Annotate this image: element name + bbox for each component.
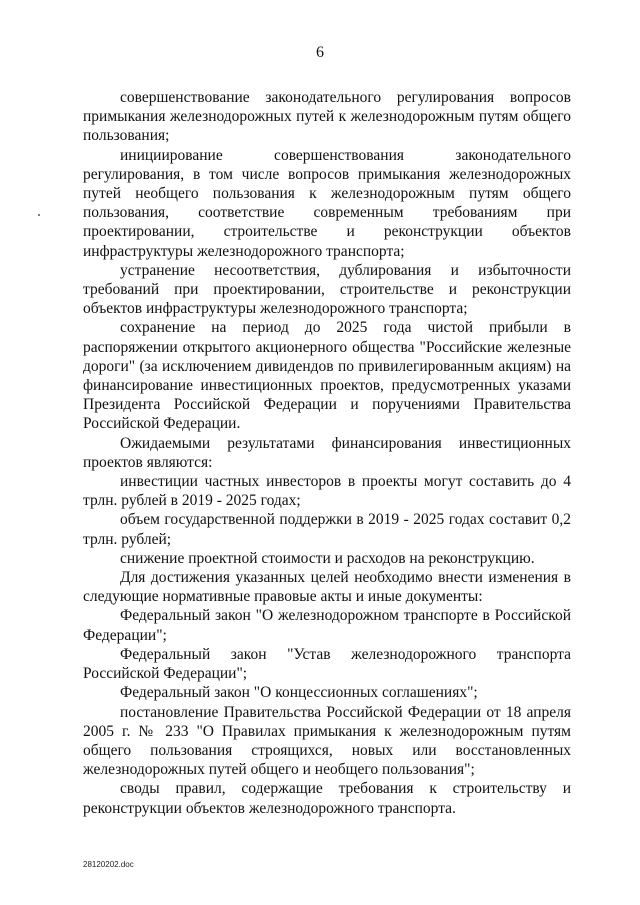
paragraph-12: Федеральный закон "О концессионных соглашениях";: [120, 684, 478, 702]
paragraph-7: объем государственной поддержки в 2019 - 2025 годах составит 0,2 трлн. рублей;: [83, 511, 571, 548]
paragraph-13: постановление Правительства Российской Федерации от 18 апреля 2005 г. № 233 "О Правилах примыкания к железнодорожным путям общего пользования строящихся, новых или восстановленных железнодорожных путей общего и необщего пользования";: [83, 703, 571, 779]
margin-mark: [38, 214, 40, 216]
paragraph-9: Для достижения указанных целей необходимо внести изменения в следующие нормативные правовые акты и иные документы:: [83, 569, 571, 606]
paragraph-1: совершенствование законодательного регулирования вопросов примыкания железнодорожных путей к железнодорожным путям общего пользования;: [83, 89, 571, 145]
footer-file-code: 28120202.doc: [83, 860, 134, 869]
paragraph-5: Ожидаемыми результатами финансирования инвестиционных проектов являются:: [83, 434, 571, 471]
document-body: [83, 88, 571, 818]
paragraph-4: сохранение на период до 2025 года чистой прибыли в распоряжении открытого акционерного общества "Российские железные дороги" (за исключением дивидендов по привилегированным акциям) на финансирование инвестиционных проектов, предусмотренных указами Президента Российской Федерации и поручениями Правительства Российской Федерации.: [83, 319, 571, 433]
paragraph-11: Федеральный закон "Устав железнодорожного транспорта Российской Федерации";: [83, 645, 571, 683]
paragraph-3: устранение несоответствия, дублирования и избыточности требований при проектировании, строительстве и реконструкции объектов инфраструктуры железнодорожного транспорта;: [83, 261, 571, 318]
paragraph-14: своды правил, содержащие требования к строительству и реконструкции объектов железнодорожного транспорта.: [83, 780, 571, 817]
paragraph-2: инициирование совершенствования законодательного регулирования, в том числе вопросов примыкания железнодорожных путей необщего пользования к железнодорожным путям общего пользования, соответствие современным требованиям при проектировании, строительстве и реконструкции объектов инфраструктуры железнодорожного транспорта;: [83, 146, 571, 260]
page-number: 6: [316, 44, 324, 61]
paragraph-10: Федеральный закон "О железнодорожном транспорте в Российской Федерации";: [83, 607, 571, 644]
paragraph-8: снижение проектной стоимости и расходов на реконструкцию.: [120, 549, 535, 567]
paragraph-6: инвестиции частных инвесторов в проекты могут составить до 4 трлн. рублей в 2019 - 2025 годах;: [83, 473, 571, 510]
